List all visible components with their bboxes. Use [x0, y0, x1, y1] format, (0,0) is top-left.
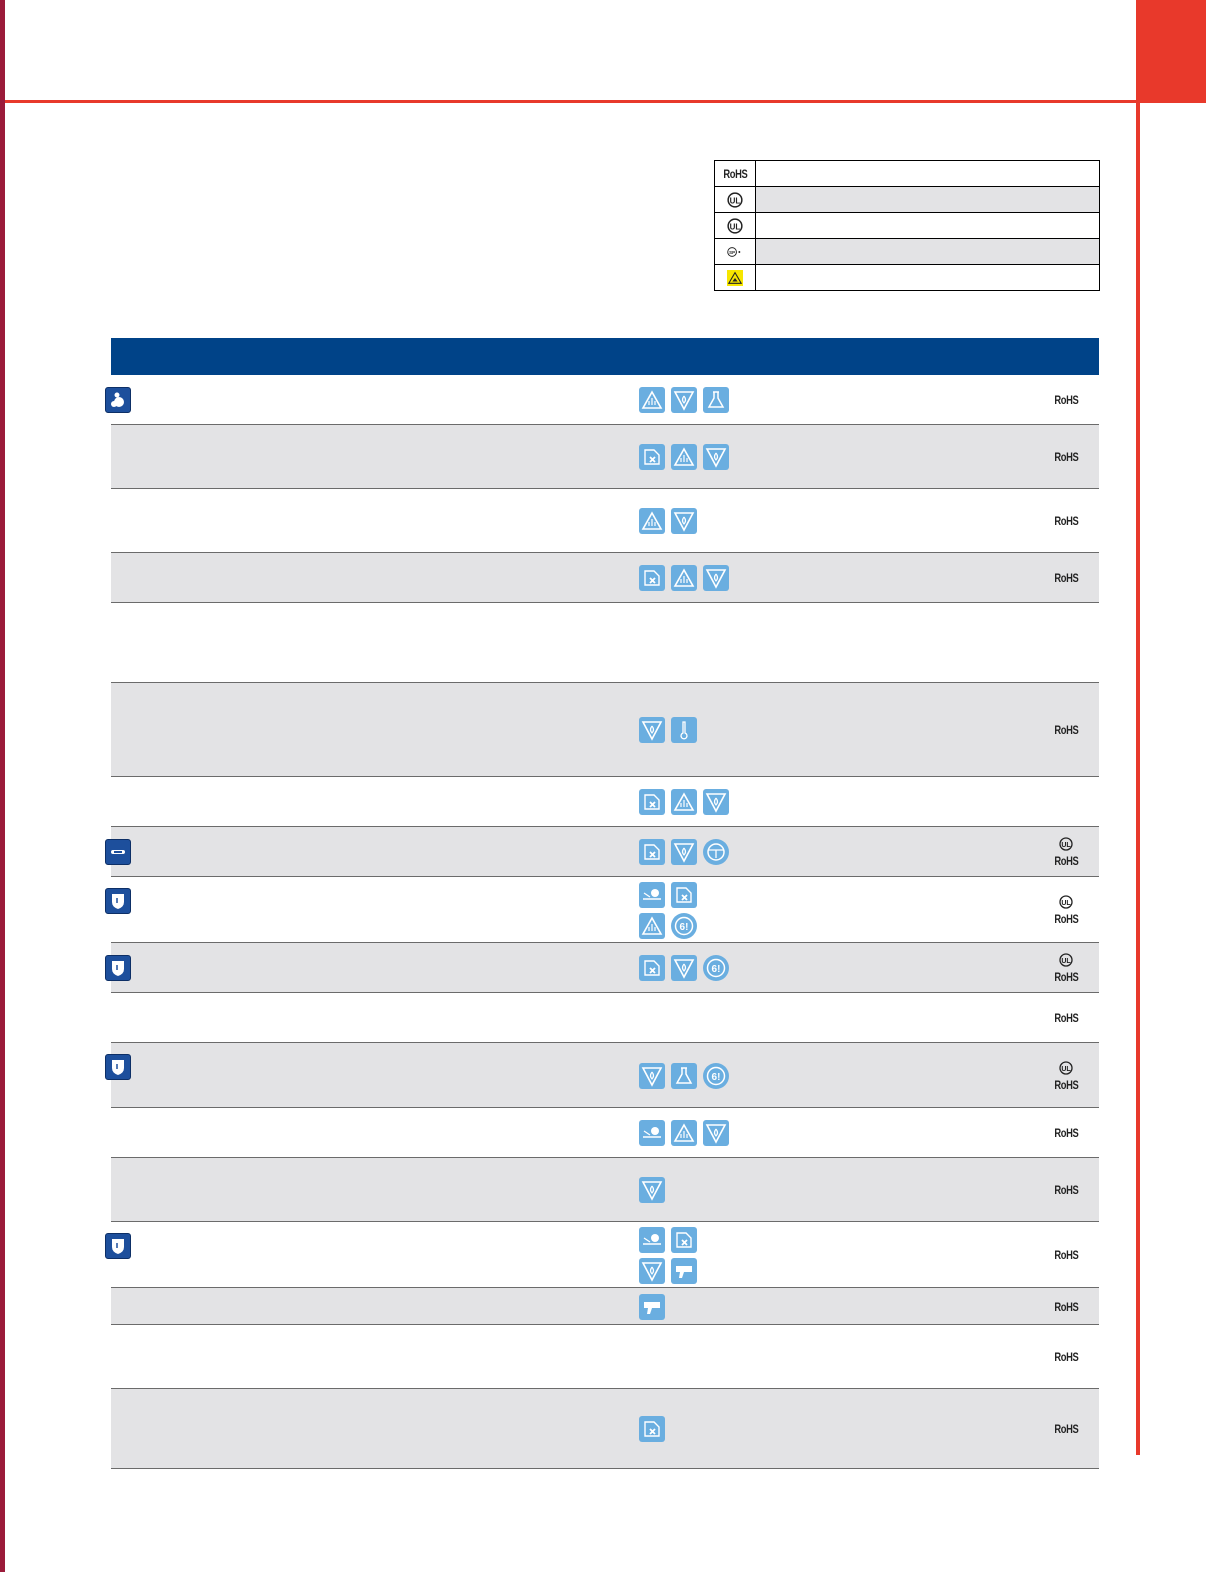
rohs-label: RoHS	[1054, 1126, 1078, 1140]
rohs-label: RoHS	[1054, 1078, 1078, 1092]
svg-text:UL: UL	[1061, 900, 1071, 907]
flame-retardant-icon	[703, 565, 729, 591]
table-row	[111, 425, 1099, 489]
flame-retardant-icon	[703, 444, 729, 470]
uv-resistant-icon	[639, 913, 665, 939]
rohs-label: RoHS	[1054, 970, 1078, 984]
legend-description	[756, 187, 1099, 212]
feature-icons	[639, 789, 729, 815]
halogen-free-icon	[671, 1227, 697, 1253]
feature-icon-row	[639, 1120, 729, 1146]
uv-resistant-icon	[639, 508, 665, 534]
legend-row	[715, 212, 1099, 238]
certification-marks	[1041, 451, 1091, 463]
uv-resistant-icon	[639, 387, 665, 413]
ul-icon	[1059, 895, 1073, 909]
certification-marks	[1041, 1061, 1091, 1091]
svg-text:UL: UL	[1061, 1066, 1071, 1073]
ul-icon	[1059, 1061, 1073, 1075]
flame-retardant-icon	[671, 508, 697, 534]
feature-icon-row	[639, 1294, 665, 1320]
table-row	[111, 603, 1099, 683]
flame-retardant-icon	[639, 1258, 665, 1284]
table-row	[111, 1043, 1099, 1108]
flame-retardant-icon	[639, 1063, 665, 1089]
certification-marks	[1041, 1423, 1091, 1435]
flame-retardant-icon	[671, 387, 697, 413]
rohs-label: RoHS	[1054, 1422, 1078, 1436]
feature-icon-row	[639, 1416, 665, 1442]
svg-text:UL: UL	[1061, 842, 1071, 849]
svg-text:UL: UL	[1061, 958, 1071, 965]
ul-listed-icon	[715, 213, 756, 238]
chemical-resistant-icon	[671, 1063, 697, 1089]
table-row	[111, 683, 1099, 777]
flame-retardant-icon	[639, 1177, 665, 1203]
cut-resistant-icon	[639, 882, 665, 908]
legend-row	[715, 264, 1099, 290]
feature-icon-row	[639, 882, 697, 908]
halogen-free-icon	[639, 1416, 665, 1442]
temperature-icon	[671, 717, 697, 743]
svg-text:6!: 6!	[679, 922, 689, 933]
feature-icon-row	[639, 789, 729, 815]
cut-resistant-icon	[639, 1120, 665, 1146]
chemical-resistant-icon	[703, 387, 729, 413]
rohs-icon	[715, 161, 756, 186]
rohs-label: RoHS	[1054, 571, 1078, 585]
flexible-icon	[671, 1258, 697, 1284]
legend-description	[756, 239, 1099, 264]
halogen-free-icon	[671, 882, 697, 908]
tensile-strength-icon	[703, 839, 729, 865]
shield-icon	[105, 888, 131, 914]
legend-row	[715, 238, 1099, 264]
feature-icon-row	[639, 1063, 729, 1089]
rohs-label: RoHS	[1054, 514, 1078, 528]
shield-icon	[105, 955, 131, 981]
rohs-label: RoHS	[1054, 1011, 1078, 1025]
certification-marks	[1041, 394, 1091, 406]
table-row	[111, 777, 1099, 827]
certification-marks	[1041, 953, 1091, 983]
table-row	[111, 1108, 1099, 1158]
feature-icon-row	[639, 444, 729, 470]
feature-icon-row	[639, 955, 729, 981]
flame-retardant-icon	[639, 717, 665, 743]
rohs-label: RoHS	[1054, 1183, 1078, 1197]
feature-icons	[639, 565, 729, 591]
rohs-label: RoHS	[1054, 1300, 1078, 1314]
svg-text:SP: SP	[729, 249, 736, 255]
certification-marks	[1041, 1301, 1091, 1313]
shield-icon	[105, 1233, 131, 1259]
certification-marks	[1041, 837, 1091, 867]
halogen-free-icon	[639, 839, 665, 865]
ul-icon	[1059, 837, 1073, 851]
halogen-free-icon	[639, 789, 665, 815]
svg-text:6!: 6!	[711, 964, 721, 975]
feature-icons	[639, 1416, 665, 1442]
right-accent-rule	[1136, 103, 1140, 1455]
legend-row	[715, 161, 1099, 186]
certification-legend	[714, 160, 1100, 291]
rohs-label: RoHS	[723, 166, 747, 181]
rohs-label: RoHS	[1054, 1350, 1078, 1364]
feature-icon-row	[639, 1227, 697, 1253]
legend-row	[715, 186, 1099, 212]
left-accent-bar	[0, 0, 5, 1572]
table-row	[111, 375, 1099, 425]
svg-text:UL: UL	[729, 195, 741, 205]
metal-detectable-icon	[703, 955, 729, 981]
rohs-label: RoHS	[1054, 912, 1078, 926]
certification-marks	[1041, 724, 1091, 736]
table-header-bar	[111, 338, 1099, 375]
feature-icon-row	[639, 1177, 665, 1203]
table-row	[111, 877, 1099, 943]
table-row	[111, 1389, 1099, 1469]
shield-icon	[105, 1054, 131, 1080]
svg-text:UL: UL	[729, 221, 741, 231]
uv-resistant-icon	[671, 444, 697, 470]
table-row	[111, 943, 1099, 993]
table-row	[111, 1222, 1099, 1288]
flame-retardant-icon	[703, 1120, 729, 1146]
cut-resistant-icon	[639, 1227, 665, 1253]
rohs-label: RoHS	[1054, 854, 1078, 868]
certification-marks	[1041, 895, 1091, 925]
certification-marks	[1041, 515, 1091, 527]
flexible-icon	[639, 1294, 665, 1320]
feature-icon-row	[639, 913, 697, 939]
metal-detectable-icon	[671, 913, 697, 939]
certification-marks	[1041, 572, 1091, 584]
ul-icon	[1059, 953, 1073, 967]
feature-icons	[639, 1120, 729, 1146]
legend-description	[756, 265, 1099, 290]
feature-icons	[639, 839, 729, 865]
flame-retardant-icon	[671, 955, 697, 981]
feature-icon-row	[639, 387, 729, 413]
csa-icon	[715, 239, 756, 264]
feature-icons	[639, 387, 729, 413]
table-row	[111, 993, 1099, 1043]
feature-icons	[639, 1294, 665, 1320]
feature-icons	[639, 508, 697, 534]
rohs-label: RoHS	[1054, 393, 1078, 407]
table-row	[111, 1288, 1099, 1325]
legend-description	[756, 213, 1099, 238]
certification-marks	[1041, 1127, 1091, 1139]
rohs-label: RoHS	[1054, 1248, 1078, 1262]
halogen-free-icon	[639, 955, 665, 981]
feature-icons	[639, 717, 697, 743]
feature-icons	[639, 1063, 729, 1089]
feature-icon-row	[639, 508, 697, 534]
legend-description	[756, 161, 1099, 186]
feature-icons	[639, 882, 697, 939]
feature-icon-row	[639, 839, 729, 865]
metal-detectable-icon	[703, 1063, 729, 1089]
header-rule	[5, 100, 1136, 103]
feature-icons	[639, 444, 729, 470]
table-row	[111, 553, 1099, 603]
rohs-label: RoHS	[1054, 723, 1078, 737]
feature-icons	[639, 955, 729, 981]
esd-warning-icon	[715, 265, 756, 290]
uv-resistant-icon	[671, 565, 697, 591]
table-row	[111, 827, 1099, 877]
table-row	[111, 1158, 1099, 1222]
corner-tab	[1136, 0, 1206, 103]
table-row	[111, 489, 1099, 553]
cable-tie-icon	[105, 839, 131, 865]
rohs-label: RoHS	[1054, 450, 1078, 464]
flame-retardant-icon	[703, 789, 729, 815]
feature-icon-row	[639, 717, 697, 743]
uv-resistant-icon	[671, 789, 697, 815]
certification-marks	[1041, 1184, 1091, 1196]
certification-marks	[1041, 1249, 1091, 1261]
feature-icon-row	[639, 1258, 697, 1284]
certification-marks	[1041, 1012, 1091, 1024]
ul-recognized-icon	[715, 187, 756, 212]
halogen-free-icon	[639, 565, 665, 591]
flame-retardant-icon	[671, 839, 697, 865]
certification-marks	[1041, 1351, 1091, 1363]
table-row	[111, 1325, 1099, 1389]
halogen-free-icon	[639, 444, 665, 470]
feature-icon-row	[639, 565, 729, 591]
feature-icons	[639, 1177, 665, 1203]
feature-icons	[639, 1227, 697, 1284]
uv-resistant-icon	[671, 1120, 697, 1146]
svg-text:6!: 6!	[711, 1072, 721, 1083]
gear-cluster-icon	[105, 387, 131, 413]
